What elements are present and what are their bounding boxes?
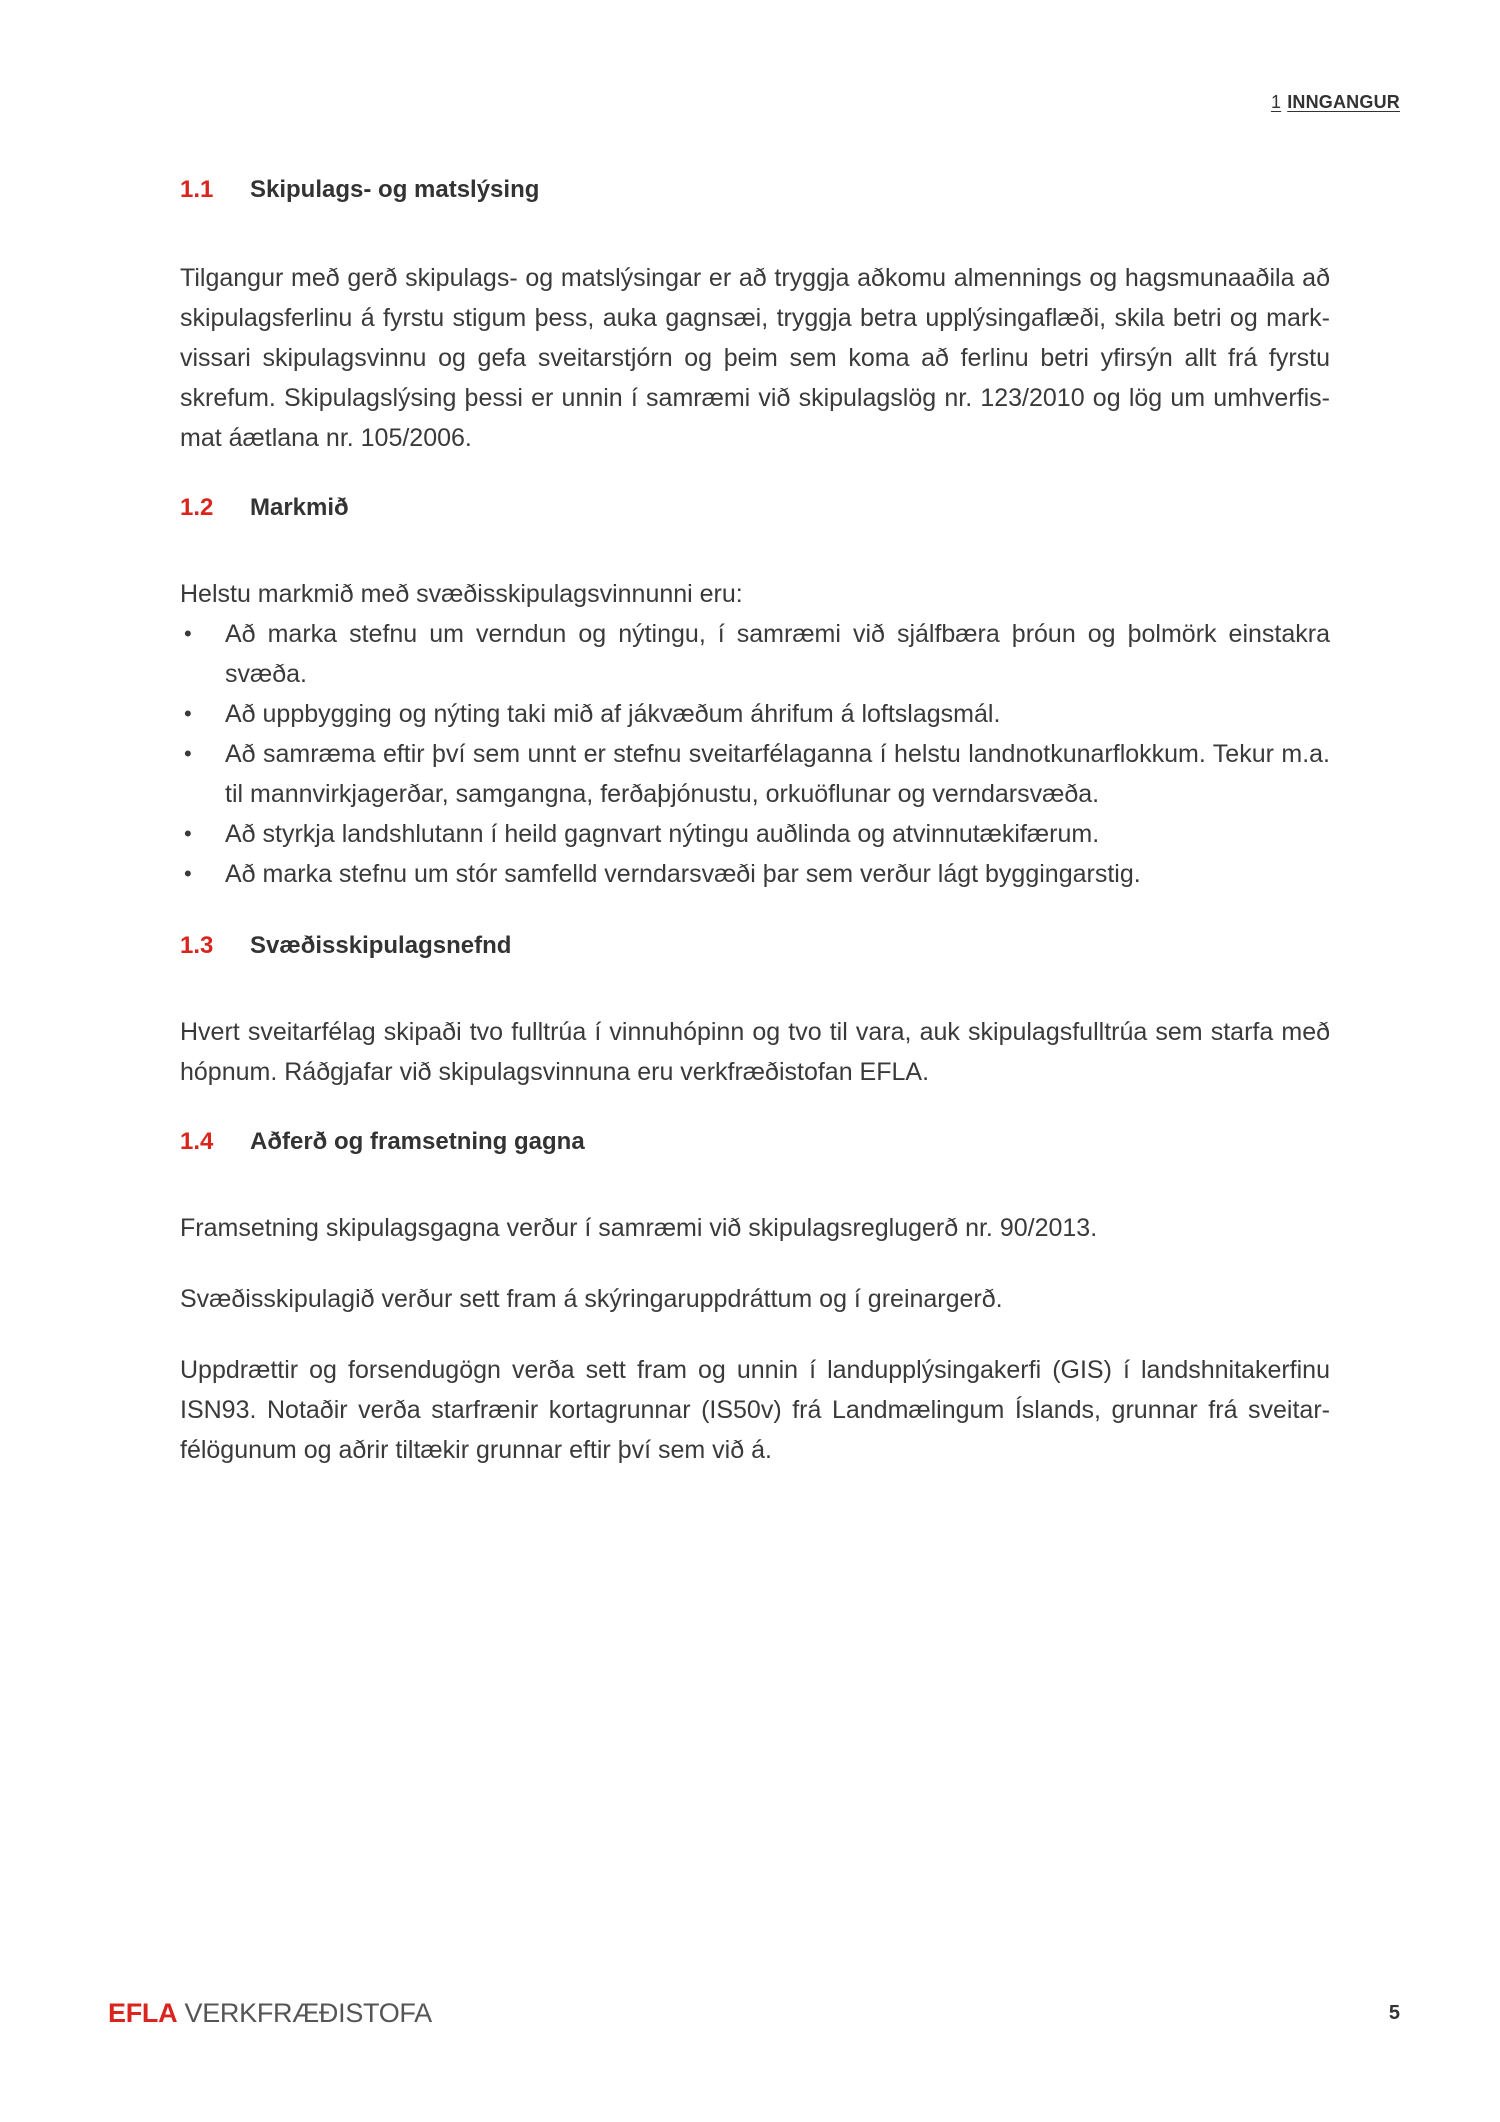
- section-paragraph: Tilgangur með gerð skipulags- og matslýsingar er að tryggja aðkomu almennings og hagsmunaaðila að skipulagsferlinu á fyrstu stigum þess, auka gagnsæi, tryggja betra upplýsingaflæði, skila betri og mark-vissari skipulagsvinnu og gefa sveitarstjórn og þeim sem koma að ferlinu betri yfirsýn allt frá fyrstu skrefum. Skipulagslýsing þessi er unnin í samræmi við skipulagslög nr. 123/2010 og lög um umhverfis-mat áætlana nr. 105/2006.: [180, 264, 1330, 452]
- logo-brand: EFLA: [108, 1998, 178, 2028]
- section-paragraph: Svæðisskipulagið verður sett fram á skýringaruppdráttum og í greinargerð.: [180, 1285, 1003, 1313]
- section-title: Markmið: [250, 494, 349, 521]
- section-heading-1-1: [180, 176, 1330, 220]
- section-title: Aðferð og framsetning gagna: [250, 1128, 585, 1155]
- section-number: 1.3: [180, 932, 214, 959]
- logo-subtitle: VERKFRÆÐISTOFA: [184, 1998, 432, 2028]
- section-number: 1.4: [180, 1128, 214, 1155]
- section-number: 1.2: [180, 494, 214, 521]
- bullet-icon: •: [184, 701, 192, 726]
- document-body: [180, 176, 1330, 1470]
- chapter-number: 1: [1270, 92, 1282, 112]
- list-item: • Að uppbygging og nýting taki mið af jákvæðum áhrifum á loftslagsmál.: [180, 694, 1330, 734]
- bullet-icon: •: [184, 621, 192, 646]
- efla-logo: [108, 1998, 432, 2029]
- section-paragraph: Uppdrættir og forsendugögn verða sett fram og unnin í landupplýsingakerfi (GIS) í landshnitakerfinu ISN93. Notaðir verða starfrænir kortagrunnar (IS50v) frá Landmælingum Íslands, grunnar frá sveitar-félögunum og aðrir tiltækir grunnar eftir því sem við á.: [180, 1356, 1330, 1464]
- section-title: Svæðisskipulagsnefnd: [250, 932, 512, 959]
- section-paragraph: Hvert sveitarfélag skipaði tvo fulltrúa í vinnuhópinn og tvo til vara, auk skipulagsfulltrúa sem starfa með hópnum. Ráðgjafar við skipulagsvinnuna eru verkfræðistofan EFLA.: [180, 1018, 1330, 1086]
- section-heading-1-2: [180, 494, 1330, 538]
- list-item: • Að samræma eftir því sem unnt er stefnu sveitarfélaganna í helstu landnotkunarflokkum. Tekur m.a. til mannvirkjagerðar, samgangna, ferðaþjónustu, orkuöflunar og verndarsvæða.: [180, 734, 1330, 814]
- section-heading-1-4: [180, 1128, 1330, 1172]
- running-header: [1271, 92, 1400, 113]
- page-number: 5: [1388, 2002, 1400, 2024]
- bullet-icon: •: [184, 861, 192, 886]
- section-heading-1-3: [180, 932, 1330, 976]
- list-intro: Helstu markmið með svæðisskipulagsvinnunni eru:: [180, 580, 743, 608]
- bullet-icon: •: [184, 741, 192, 766]
- list-item: • Að marka stefnu um stór samfelld verndarsvæði þar sem verður lágt byggingarstig.: [180, 854, 1330, 894]
- section-number: 1.1: [180, 176, 214, 203]
- list-item: • Að styrkja landshlutann í heild gagnvart nýtingu auðlinda og atvinnutækifærum.: [180, 814, 1330, 854]
- goals-list: [180, 614, 1330, 894]
- bullet-icon: •: [184, 821, 192, 846]
- section-title: Skipulags- og matslýsing: [250, 176, 540, 203]
- section-paragraph: Framsetning skipulagsgagna verður í samræmi við skipulagsreglugerð nr. 90/2013.: [180, 1214, 1098, 1242]
- list-item: • Að marka stefnu um verndun og nýtingu, í samræmi við sjálfbæra þróun og þolmörk einstakra svæða.: [180, 614, 1330, 694]
- chapter-title: INNGANGUR: [1287, 92, 1400, 112]
